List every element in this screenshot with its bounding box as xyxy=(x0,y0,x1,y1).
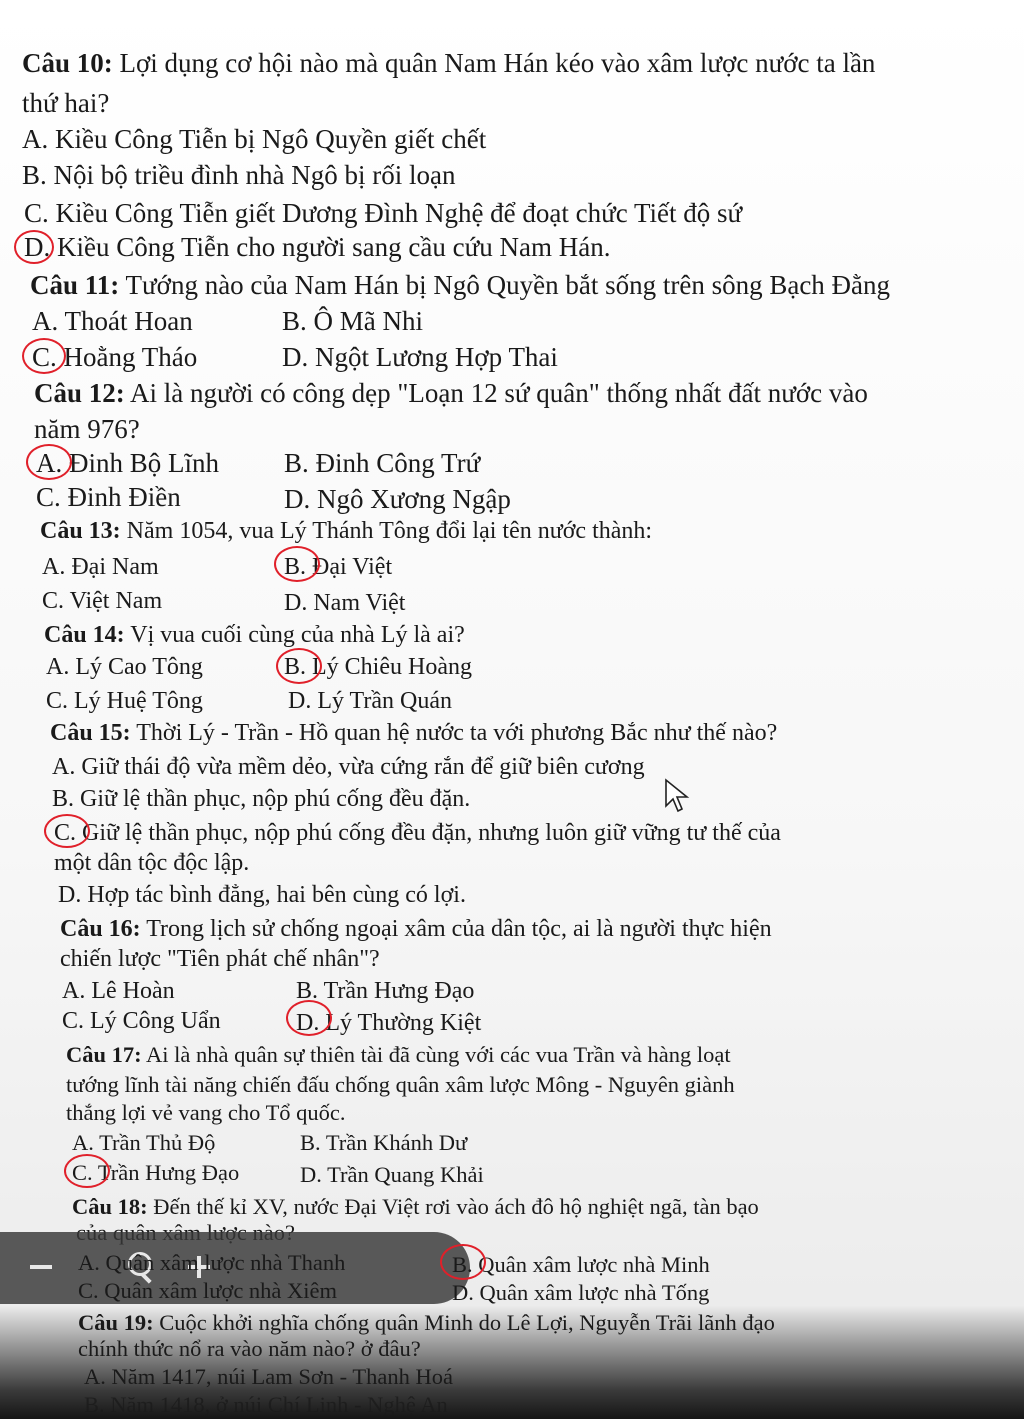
question-19: Câu 19: Cuộc khởi nghĩa chống quân Minh do Lê Lợi, Nguyễn Trãi lãnh đạo xyxy=(78,1310,775,1335)
q17-option-a: A. Trần Thủ Độ xyxy=(72,1130,216,1155)
q13-option-d: D. Nam Việt xyxy=(284,590,406,616)
question-18: Câu 18: Đến thế kỉ XV, nước Đại Việt rơi vào ách đô hộ nghiệt ngã, tàn bạo xyxy=(72,1194,759,1219)
q14-option-b: B. Lý Chiêu Hoàng xyxy=(284,654,472,680)
q14-option-a: A. Lý Cao Tông xyxy=(46,654,203,680)
q17-option-c: C. Trần Hưng Đạo xyxy=(72,1160,240,1185)
q18-option-b: B. Quân xâm lược nhà Minh xyxy=(452,1252,710,1277)
q10-option-c: C. Kiều Công Tiễn giết Dương Đình Nghệ để đoạt chức Tiết độ sứ xyxy=(24,198,743,228)
q12-option-c: C. Đinh Điền xyxy=(36,482,181,512)
q18-option-a: A. Quân xâm lược nhà Thanh xyxy=(78,1250,346,1275)
q16-option-d: D. Lý Thường Kiệt xyxy=(296,1010,482,1036)
q16-option-b: B. Trần Hưng Đạo xyxy=(296,978,475,1004)
question-16: Câu 16: Trong lịch sử chống ngoại xâm của dân tộc, ai là người thực hiện xyxy=(60,916,772,942)
question-17-cont-2: thắng lợi vẻ vang cho Tổ quốc. xyxy=(66,1100,346,1125)
q16-option-c: C. Lý Công Uẩn xyxy=(62,1008,221,1034)
question-15: Câu 15: Thời Lý - Trần - Hồ quan hệ nước ta với phương Bắc như thế nào? xyxy=(50,720,778,746)
q11-option-c: C. Hoằng Tháo xyxy=(32,342,198,372)
q11-option-d: D. Ngột Lương Hợp Thai xyxy=(282,342,558,372)
q12-option-a: A. Đinh Bộ Lĩnh xyxy=(36,448,220,478)
q15-option-a: A. Giữ thái độ vừa mềm dẻo, vừa cứng rắn để giữ biên cương xyxy=(52,754,645,780)
mouse-cursor-icon xyxy=(664,778,692,814)
q13-option-c: C. Việt Nam xyxy=(42,588,163,614)
question-17-cont-1: tướng lĩnh tài năng chiến đấu chống quân xâm lược Mông - Nguyên giành xyxy=(66,1072,735,1097)
zoom-out-icon[interactable] xyxy=(30,1265,52,1269)
q19-option-a: A. Năm 1417, núi Lam Sơn - Thanh Hoá xyxy=(84,1364,453,1389)
q13-option-a: A. Đại Nam xyxy=(42,554,159,580)
question-10: Câu 10: Lợi dụng cơ hội nào mà quân Nam Hán kéo vào xâm lược nước ta lần xyxy=(22,48,876,78)
question-16-cont: chiến lược "Tiên phát chế nhân"? xyxy=(60,946,380,972)
question-10-cont: thứ hai? xyxy=(22,88,110,118)
question-12: Câu 12: Ai là người có công dẹp "Loạn 12 sứ quân" thống nhất đất nước vào xyxy=(34,378,868,408)
q18-option-c: C. Quân xâm lược nhà Xiêm xyxy=(78,1278,338,1303)
q19-option-b: B. Năm 1418, ở núi Chí Linh - Nghệ An xyxy=(84,1392,448,1417)
question-17: Câu 17: Ai là nhà quân sự thiên tài đã cùng với các vua Trần và hàng loạt xyxy=(66,1042,731,1067)
q15-option-c-cont: một dân tộc độc lập. xyxy=(54,850,250,876)
q10-option-a: A. Kiều Công Tiễn bị Ngô Quyền giết chết xyxy=(22,124,487,154)
q14-option-d: D. Lý Trần Quán xyxy=(288,688,453,714)
q13-option-b: B. Đại Việt xyxy=(284,554,393,580)
question-14: Câu 14: Vị vua cuối cùng của nhà Lý là ai? xyxy=(44,622,465,648)
question-19-cont: chính thức nổ ra vào năm nào? ở đâu? xyxy=(78,1336,421,1361)
q15-option-c: C. Giữ lệ thần phục, nộp phú cống đều đặn, nhưng luôn giữ vững tư thế của xyxy=(54,820,781,846)
q18-option-d: D. Quân xâm lược nhà Tống xyxy=(452,1280,710,1305)
q11-option-b: B. Ô Mã Nhi xyxy=(282,306,423,336)
q12-option-b: B. Đinh Công Trứ xyxy=(284,448,481,478)
q10-option-b: B. Nội bộ triều đình nhà Ngô bị rối loạn xyxy=(22,160,456,190)
question-11: Câu 11: Tướng nào của Nam Hán bị Ngô Quyền bắt sống trên sông Bạch Đằng xyxy=(30,270,891,300)
q17-option-b: B. Trần Khánh Dư xyxy=(300,1130,468,1155)
q12-option-d: D. Ngô Xương Ngập xyxy=(284,484,511,514)
q14-option-c: C. Lý Huệ Tông xyxy=(46,688,203,714)
q17-option-d: D. Trần Quang Khải xyxy=(300,1162,484,1187)
question-13: Câu 13: Năm 1054, vua Lý Thánh Tông đổi lại tên nước thành: xyxy=(40,518,653,544)
q11-option-a: A. Thoát Hoan xyxy=(32,306,193,336)
q15-option-d: D. Hợp tác bình đẳng, hai bên cùng có lợi. xyxy=(58,882,466,908)
q10-option-d: D. Kiều Công Tiễn cho người sang cầu cứu Nam Hán. xyxy=(24,232,611,262)
q16-option-a: A. Lê Hoàn xyxy=(62,978,175,1004)
question-12-cont: năm 976? xyxy=(34,414,140,444)
q15-option-b: B. Giữ lệ thần phục, nộp phú cống đều đặn. xyxy=(52,786,471,812)
